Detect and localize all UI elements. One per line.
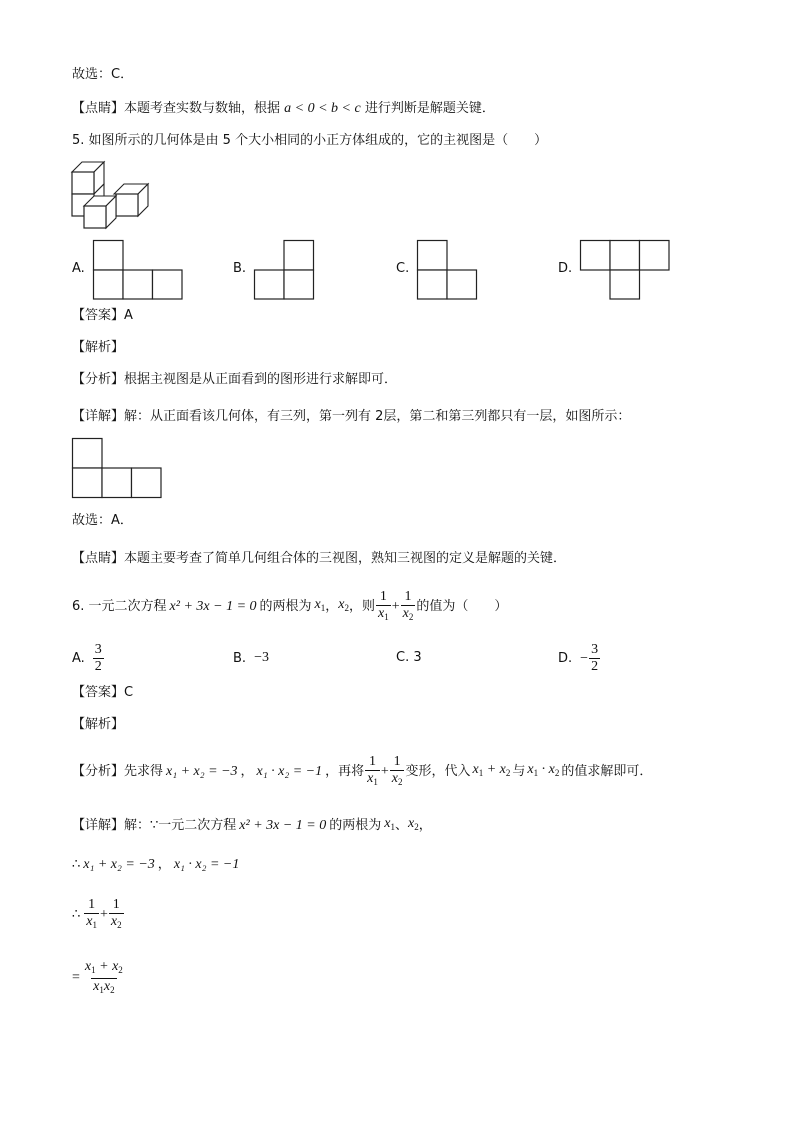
fraction-1-over-x2: $\frac{1}{x_2}$ <box>401 589 416 625</box>
cube-solid-figure <box>70 160 160 232</box>
option-b-figure <box>254 240 316 300</box>
detail-6: 【详解】解：∵一元二次方程 x² + 3x − 1 = 0 的两根为 $x_1$ 、 $x_2$ ， <box>72 816 432 833</box>
analysis-5: 【分析】根据主视图是从正面看到的图形进行求解即可． <box>72 372 398 387</box>
analysis-heading-6: 【解析】 <box>72 717 125 732</box>
step-sum-product: ∴ x₁ + x₂ = −3 ， x₁ · x₂ = −1 <box>72 857 240 872</box>
option-6b: B. −3 <box>233 650 269 666</box>
comment-5: 【点睛】本题主要考查了简单几何组合体的三视图，熟知三视图的定义是解题的关键． <box>72 551 567 566</box>
analysis-heading-5: 【解析】 <box>72 340 125 355</box>
step-combined-fraction: = $\frac{x_1 + x_2}{x_1x_2}$ <box>72 958 126 998</box>
front-view-figure <box>72 438 164 499</box>
option-d-label: D. <box>558 261 573 276</box>
question-6: 6. 一元二次方程 x² + 3x − 1 = 0 的两根为 $x_1$ ， $x_2$ ，则 $\frac{1}{x_1}$ + $\frac{1}{x_2}$ 的值为（ ） <box>72 585 507 628</box>
option-d-figure <box>580 240 672 300</box>
fraction-1-over-x1: $\frac{1}{x_1}$ <box>376 589 391 625</box>
option-6c: C. 3 <box>396 650 422 665</box>
detail-5: 【详解】解：从正面看该几何体，有三列，第一列有 2层，第二和第三列都只有一层，如图所示： <box>72 409 631 424</box>
option-a-figure <box>93 240 185 300</box>
option-b-label: B. <box>233 261 247 276</box>
inequality: a < 0 < b < c <box>284 101 361 116</box>
comment-line: 【点睛】本题考查实数与数轴，根据 a < 0 < b < c 进行判断是解题关键． <box>72 101 495 116</box>
option-6d: D. − $\frac{3}{2}$ <box>558 642 599 674</box>
answer-choice-5: 故选：A． <box>72 513 133 528</box>
answer-choice-line: 故选：C． <box>72 67 134 82</box>
quadratic-equation: x² + 3x − 1 = 0 <box>169 598 257 614</box>
option-a-label: A. <box>72 261 85 276</box>
answer-6: 【答案】C <box>72 685 134 700</box>
step-reciprocal-sum: ∴ $\frac{1}{x_1}$ + $\frac{1}{x_2}$ <box>72 895 125 935</box>
analysis-6: 【分析】先求得 x₁ + x₂ = −3 ， x₁ · x₂ = −1 ，再将 $\frac{1}{x_1}$ + $\frac{1}{x_2}$ 变形，代入 $x_1 + x_2$ 与 $x_1 \cdot x_2$ 的值求解即可． <box>72 750 652 793</box>
question-5: 5. 如图所示的几何体是由 5 个大小相同的小正方体组成的，它的主视图是（ ） <box>72 133 548 148</box>
option-c-figure <box>417 240 479 300</box>
option-c-label: C. <box>396 261 410 276</box>
answer-5: 【答案】A <box>72 308 133 323</box>
option-6a: A. $\frac{3}{2}$ <box>72 642 102 674</box>
